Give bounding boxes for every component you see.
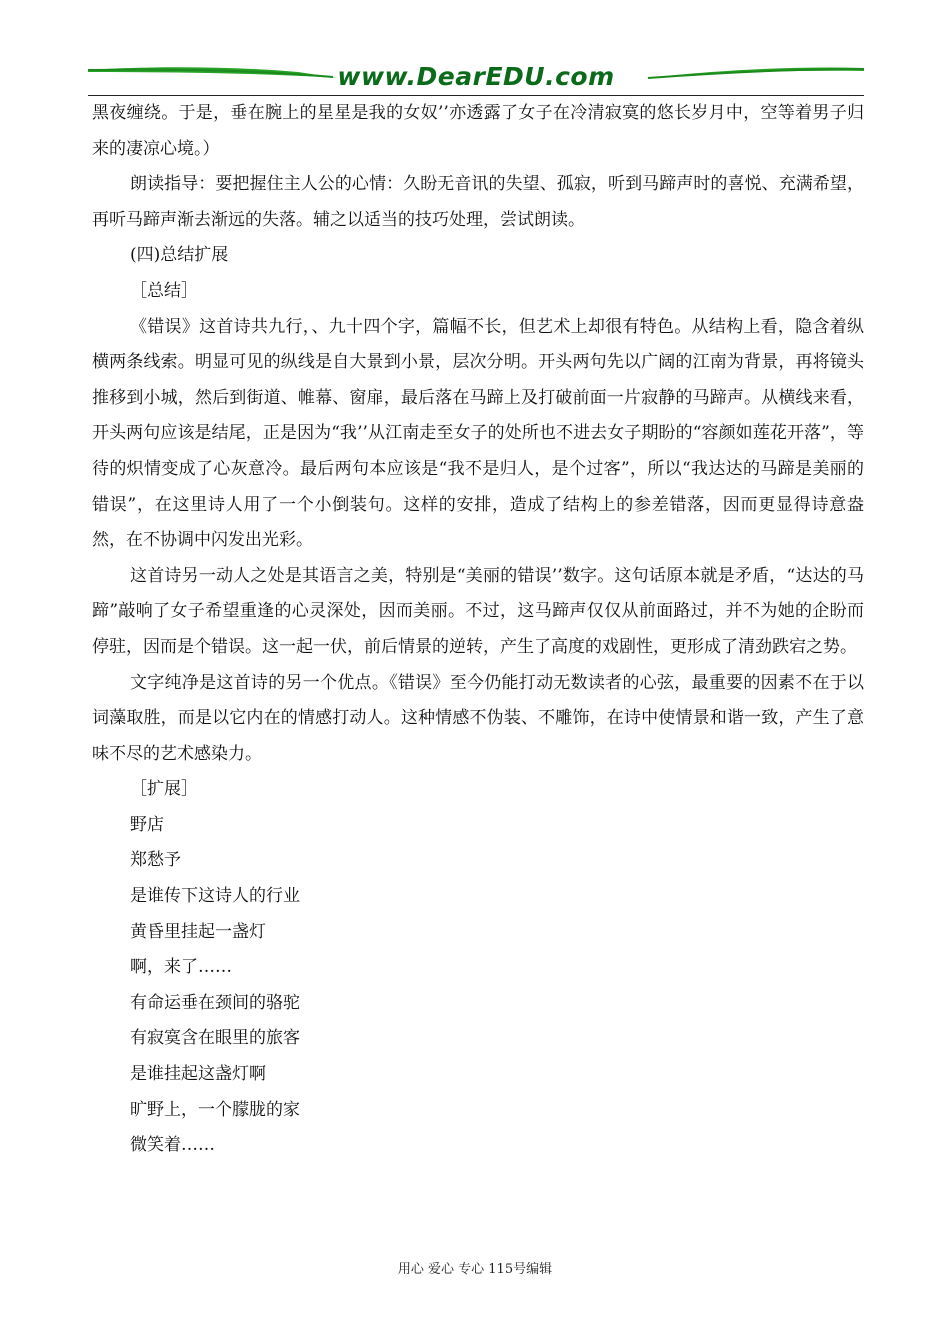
section-heading: (四)总结扩展 — [130, 245, 229, 266]
paragraph-reading-guide: 朗读指导：要把握住主人公的心情：久盼无音讯的失望、孤寂，听到马蹄声时的喜悦、充满希望，再听马蹄声渐去渐远的失落。辅之以适当的技巧处理，尝试朗读。 — [92, 174, 864, 230]
page-footer: 用心 爱心 专心 115号编辑 — [397, 1262, 553, 1277]
paragraph-continuation: 黑夜缠绕。于是，垂在腕上的星星是我的女奴’’亦透露了女子在冷清寂寞的悠长岁月中，空等着男子归来的凄凉心境。） — [92, 103, 864, 159]
site-logo: www.DearEDU.com — [337, 62, 615, 91]
poem-line: 是谁传下这诗人的行业 — [130, 886, 300, 907]
paragraph-purity: 文字纯净是这首诗的另一个优点。《错误》至今仍能打动无数读者的心弦，最重要的因素不在于以词藻取胜，而是以它内在的情感打动人。这种情感不伪装、不雕饰，在诗中使情景和谐一致，产生了意味不尽的艺术感染力。 — [92, 672, 864, 764]
paragraph-language: 这首诗另一动人之处是其语言之美，特别是“美丽的错误’’数字。这句话原本就是矛盾，“达达的马蹄”敲响了女子希望重逢的心灵深处，因而美丽。不过，这马蹄声仅仅从前面路过，并不为她的企盼而停驻，因而是个错误。这一起一伏，前后情景的逆转，产生了高度的戏剧性，更形成了清劲跌宕之势。 — [92, 565, 864, 657]
poem-line: 黄昏里挂起一盏灯 — [130, 921, 266, 942]
poem-line: 旷野上，一个朦胧的家 — [130, 1099, 300, 1120]
poem-author: 郑愁予 — [130, 850, 181, 871]
subheading-summary: ［总结］ — [130, 280, 198, 301]
paragraph-structure: 《错误》这首诗共九行，、九十四个字，篇幅不长，但艺术上却很有特色。从结构上看，隐含着纵横两条线索。明显可见的纵线是自大景到小景，层次分明。开头两句先以广阔的江南为背景，再将镜头推移到小城，然后到街道、帷幕、窗扉，最后落在马蹄上及打破前面一片寂静的马蹄声。从横线来看，开头两句应该是结尾，正是因为“我’’从江南走至女子的处所也不进去女子期盼的“容颜如莲花开落”，等待的炽情变成了心灰意冷。最后两句本应该是“我不是归人，是个过客”，所以“我达达的马蹄是美丽的错误”，在这里诗人用了一个小倒装句。这样的安排，造成了结构上的参差错落，因而更显得诗意盎然，在不协调中闪发出光彩。 — [92, 316, 864, 551]
document-body — [92, 96, 864, 1164]
poem-line: 有寂寞含在眼里的旅客 — [130, 1028, 300, 1049]
poem-title: 野店 — [130, 814, 164, 835]
poem-line: 有命运垂在颈间的骆驼 — [130, 992, 300, 1013]
poem-line: 是谁挂起这盏灯啊 — [130, 1064, 266, 1085]
poem-line: 微笑着…… — [130, 1135, 215, 1156]
poem-line: 啊，来了…… — [130, 957, 232, 978]
subheading-extension: ［扩展］ — [130, 779, 198, 800]
page-header — [88, 58, 864, 98]
